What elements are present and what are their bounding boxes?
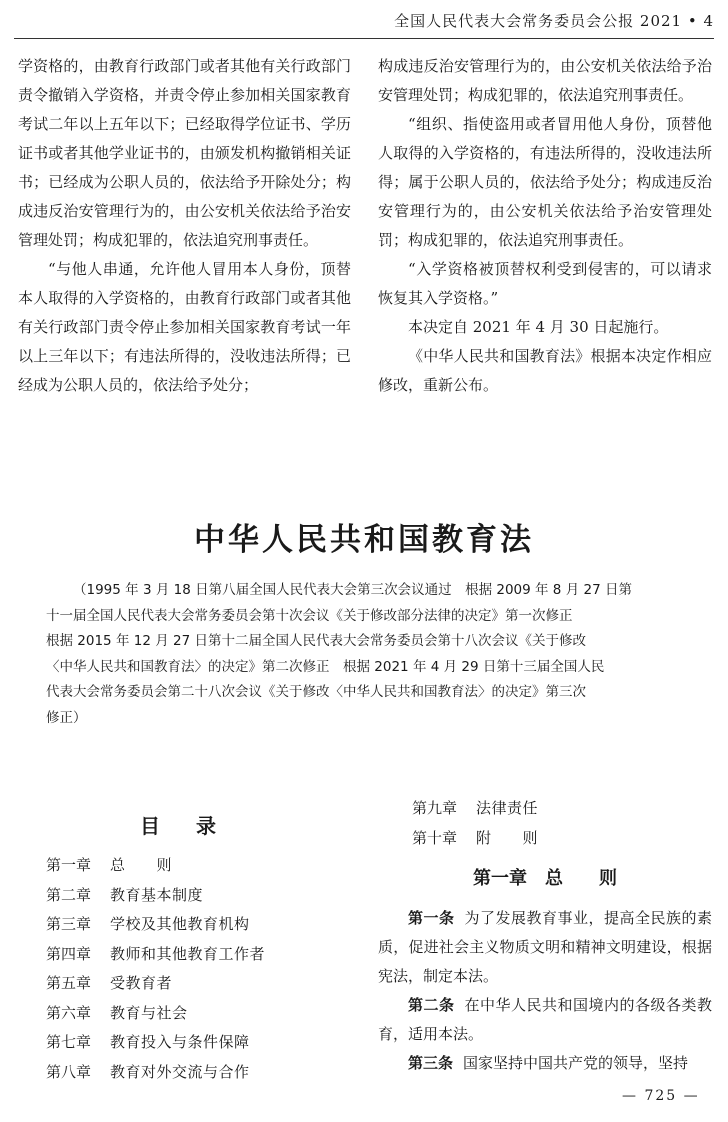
article: [378, 991, 712, 1049]
history-line: 〈中华人民共和国教育法〉的决定》第二次修正 根据 2021 年 4 月 29 日第十三届全国人民: [46, 658, 605, 675]
toc-list-left: [46, 851, 366, 1087]
toc-item[interactable]: [46, 910, 366, 940]
page-number: — 725 —: [622, 1088, 700, 1104]
article-text: 在中华人民共和国境内的各级各类教育，适用本法。: [378, 996, 712, 1043]
toc-chapter-name: 学校及其他教育机构: [110, 915, 250, 933]
top-right-column: [378, 52, 712, 400]
article-text: 国家坚持中国共产党的领导，坚持: [463, 1054, 689, 1072]
toc-chapter-number: 第一章: [46, 856, 92, 874]
history-line: （1995 年 3 月 18 日第八届全国人民代表大会第三次会议通过 根据 2009 年 8 月 27 日第: [73, 582, 632, 598]
history-line: 修正）: [46, 709, 87, 726]
toc-chapter-name: 教育对外交流与合作: [110, 1062, 250, 1081]
toc-chapter-number: 第二章: [46, 885, 92, 904]
toc-chapter-name: 教育基本制度: [110, 885, 204, 904]
toc-chapter-number: 第三章: [46, 915, 92, 933]
toc-chapter-number: 第七章: [46, 1033, 92, 1051]
toc-chapter-name: 附 则: [476, 828, 539, 847]
article: [378, 904, 712, 991]
toc-list-right: [412, 794, 712, 853]
toc-chapter-number: 第四章: [46, 944, 92, 963]
toc-chapter-number: 第五章: [46, 974, 92, 992]
toc-chapter-number: 第九章: [412, 799, 458, 817]
chapter1-body: [378, 904, 712, 1078]
top-left-column: [18, 52, 351, 400]
toc-title: 目录: [140, 814, 252, 838]
history-line: 十一届全国人民代表大会常务委员会第十次会议《关于修改部分法律的决定》第一次修正: [46, 607, 573, 624]
toc-item[interactable]: [46, 881, 366, 911]
toc-chapter-name: 教师和其他教育工作者: [110, 944, 266, 963]
toc-item[interactable]: [46, 1058, 366, 1088]
article-label: 第二条: [408, 996, 455, 1014]
toc-chapter-name: 受教育者: [110, 974, 173, 992]
toc-chapter-name: 教育投入与条件保障: [110, 1033, 250, 1051]
paragraph: “与他人串通，允许他人冒用本人身份，顶替本人取得的入学资格的，由教育行政部门或者其他有关行政部门责令停止参加相关国家教育考试一年以上三年以下；有违法所得的，没收违法所得；已经成为公职人员的，依法给予处分；: [18, 260, 351, 394]
toc-chapter-name: 法律责任: [476, 799, 539, 817]
paragraph: “组织、指使盗用或者冒用他人身份，顶替他人取得的入学资格的，有违法所得的，没收违法所得；属于公职人员的，依法给予处分；构成违反治安管理行为的，由公安机关依法给予治安管理处罚；构成犯罪的，依法追究刑事责任。: [378, 115, 712, 249]
legislative-history: [46, 578, 686, 731]
toc-item[interactable]: [412, 794, 712, 824]
history-line: 根据 2015 年 12 月 27 日第十二届全国人民代表大会常务委员会第十八次会议《关于修改: [46, 633, 586, 649]
paragraph: 构成违反治安管理行为的，由公安机关依法给予治安管理处罚；构成犯罪的，依法追究刑事责任。: [378, 57, 712, 104]
paragraph: 《中华人民共和国教育法》根据本决定作相应修改，重新公布。: [378, 347, 712, 394]
paragraph: “入学资格被顶替权利受到侵害的，可以请求恢复其入学资格。”: [378, 260, 712, 307]
article-text: 为了发展教育事业，提高全民族的素质，促进社会主义物质文明和精神文明建设，根据宪法，制定本法。: [378, 909, 712, 985]
history-line: 代表大会常务委员会第二十八次会议《关于修改〈中华人民共和国教育法〉的决定》第三次: [46, 684, 586, 700]
paragraph: 本决定自 2021 年 4 月 30 日起施行。: [408, 318, 669, 336]
toc-item[interactable]: [46, 1028, 366, 1058]
toc-chapter-name: 总 则: [110, 856, 173, 874]
gazette-header: 全国人民代表大会常务委员会公报 2021 • 4: [394, 12, 714, 30]
toc-item[interactable]: [46, 999, 366, 1029]
toc-item[interactable]: [412, 824, 712, 854]
toc-chapter-name: 教育与社会: [110, 1003, 188, 1022]
article-label: 第一条: [408, 909, 455, 927]
law-title: 中华人民共和国教育法: [194, 522, 534, 558]
article-label: 第三条: [408, 1054, 454, 1072]
toc-item[interactable]: [46, 969, 366, 999]
toc-item[interactable]: [46, 940, 366, 970]
toc-chapter-number: 第十章: [412, 828, 458, 847]
toc-chapter-number: 第六章: [46, 1003, 92, 1022]
header-divider: [14, 38, 714, 39]
toc-item[interactable]: [46, 851, 366, 881]
article: [378, 1049, 712, 1078]
toc-chapter-number: 第八章: [46, 1062, 92, 1081]
chapter-heading: 第一章 总 则: [473, 868, 617, 889]
paragraph: 学资格的，由教育行政部门或者其他有关行政部门责令撤销入学资格，并责令停止参加相关国家教育考试二年以上五年以下；已经取得学位证书、学历证书或者其他学业证书的，由颁发机构撤销相关证书；已经成为公职人员的，依法给予开除处分；构成违反治安管理行为的，由公安机关依法给予治安管理处罚；构成犯罪的，依法追究刑事责任。: [18, 57, 351, 249]
